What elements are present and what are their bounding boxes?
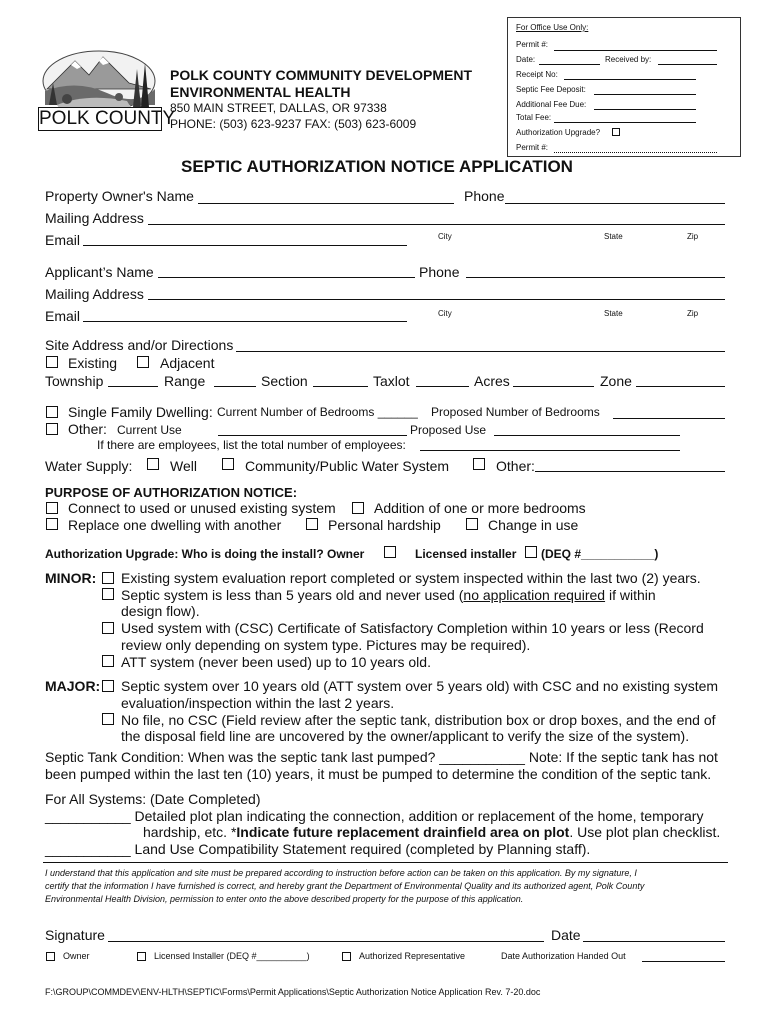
minor-item3-checkbox[interactable]: [102, 622, 114, 634]
office-use-box: [507, 17, 741, 157]
proposed-bedrooms-label: Proposed Number of Bedrooms: [431, 405, 600, 419]
owner-name-field[interactable]: [198, 203, 454, 204]
other-water-checkbox[interactable]: [473, 458, 485, 470]
employees-label: If there are employees, list the total number of employees:: [97, 438, 406, 452]
current-use-label: Current Use: [117, 423, 182, 437]
office-auth-upgrade-label: Authorization Upgrade?: [516, 128, 601, 137]
office-permit2-label: Permit #:: [516, 143, 549, 152]
well-label: Well: [170, 458, 197, 474]
sig-installer-checkbox[interactable]: [137, 952, 146, 961]
other-water-field[interactable]: [535, 471, 725, 472]
acres-field[interactable]: [513, 386, 594, 387]
owner-state-label: State: [604, 232, 623, 241]
applicant-name-label: Applicant’s Name: [45, 264, 154, 280]
tank-condition-line2: been pumped within the last ten (10) years, it must be pumped to determine the condition of the septic tank.: [45, 766, 712, 782]
signature-field[interactable]: [108, 941, 544, 942]
plot-plan-line1: ___________ Detailed plot plan indicating the connection, addition or replacement of the home, temporary: [45, 808, 704, 824]
current-bedrooms-label: Current Number of Bedrooms ______: [217, 405, 418, 419]
owner-phone-label: Phone: [464, 188, 505, 204]
minor-item3: Used system with (CSC) Certificate of Satisfactory Completion within 10 years or less (Record: [121, 620, 704, 636]
replace-label: Replace one dwelling with another: [68, 517, 282, 533]
major-item2: No file, no CSC (Field review after the septic tank, distribution box or drop boxes, and the end of: [121, 712, 716, 728]
hardship-checkbox[interactable]: [306, 518, 318, 530]
dept-name-line2: ENVIRONMENTAL HEALTH: [170, 84, 351, 100]
major-label: MAJOR:: [45, 678, 101, 694]
dept-phone: PHONE: (503) 623-9237 FAX: (503) 623-6009: [170, 117, 417, 131]
proposed-use-label: Proposed Use: [410, 423, 487, 437]
office-permit-label: Permit #:: [516, 40, 549, 49]
applicant-phone-field[interactable]: [466, 277, 725, 278]
township-field[interactable]: [108, 386, 158, 387]
sig-rep-label: Authorized Representative: [359, 951, 466, 961]
sig-owner-label: Owner: [63, 951, 90, 961]
section-divider: [43, 862, 728, 863]
office-receipt-label: Receipt No:: [516, 70, 558, 79]
cert-line2: certify that the information I have furnished is correct, and hereby grant the Department of Environmental Quality and its authorized agent, Polk County: [45, 881, 645, 891]
township-label: Township: [45, 373, 104, 389]
applicant-zip-label: Zip: [687, 309, 699, 318]
owner-email-label: Email: [45, 232, 81, 248]
logo-text: POLK COUNTY: [39, 108, 176, 129]
plot-plan-text-a: hardship, etc. *: [143, 824, 237, 840]
zone-label: Zone: [600, 373, 632, 389]
sig-installer-label: Licensed Installer (DEQ #__________): [154, 951, 310, 961]
other-dwelling-label: Other:: [68, 421, 107, 437]
office-additional-fee-label: Additional Fee Due:: [516, 100, 587, 109]
page-title: SEPTIC AUTHORIZATION NOTICE APPLICATION: [181, 157, 573, 176]
minor-item4: ATT system (never been used) up to 10 years old.: [121, 654, 431, 670]
range-field[interactable]: [214, 386, 256, 387]
connect-checkbox[interactable]: [46, 502, 58, 514]
change-use-checkbox[interactable]: [466, 518, 478, 530]
plot-plan-line2: [143, 824, 720, 840]
owner-city-label: City: [438, 232, 452, 241]
signature-label: Signature: [45, 927, 105, 943]
applicant-phone-label: Phone: [419, 264, 460, 280]
purpose-heading: PURPOSE OF AUTHORIZATION NOTICE:: [45, 485, 298, 500]
employees-field[interactable]: [420, 450, 680, 451]
owner-mailing-label: Mailing Address: [45, 210, 144, 226]
range-label: Range: [164, 373, 206, 389]
office-received-label: Received by:: [605, 55, 652, 64]
other-water-label: Other:: [496, 458, 535, 474]
current-use-field[interactable]: [218, 435, 407, 436]
minor-item2-underlined: no application required: [463, 587, 606, 603]
applicant-state-label: State: [604, 309, 623, 318]
section-field[interactable]: [313, 386, 368, 387]
addition-checkbox[interactable]: [352, 502, 364, 514]
applicant-email-label: Email: [45, 308, 81, 324]
minor-item2-text-a: Septic system is less than 5 years old and never used (: [121, 587, 464, 603]
owner-email-field[interactable]: [83, 245, 407, 246]
applicant-mailing-label: Mailing Address: [45, 286, 144, 302]
upgrade-question: Authorization Upgrade: Who is doing the install? Owner: [45, 547, 365, 561]
major-item2-checkbox[interactable]: [102, 713, 114, 725]
change-use-label: Change in use: [488, 517, 579, 533]
proposed-use-field[interactable]: [494, 435, 680, 436]
office-permit2-field[interactable]: [554, 152, 717, 153]
office-permit-field[interactable]: [554, 50, 717, 51]
minor-item4-checkbox[interactable]: [102, 655, 114, 667]
owner-zip-label: Zip: [687, 232, 699, 241]
site-address-field[interactable]: [236, 351, 725, 352]
replace-checkbox[interactable]: [46, 518, 58, 530]
owner-phone-field[interactable]: [505, 203, 725, 204]
site-address-label: Site Address and/or Directions: [45, 337, 234, 353]
sig-rep-checkbox[interactable]: [342, 952, 351, 961]
signature-date-field[interactable]: [583, 941, 725, 942]
plot-plan-text-c: . Use plot plan checklist.: [569, 824, 721, 840]
minor-item3-cont: review only depending on system type. Pictures may be required).: [121, 637, 531, 653]
owner-mailing-field[interactable]: [148, 224, 725, 225]
dept-name-line1: POLK COUNTY COMMUNITY DEVELOPMENT: [170, 67, 473, 83]
cert-line3: Environmental Health Division, permission to enter onto the above described property for the purpose of this application.: [45, 894, 524, 904]
applicant-name-field[interactable]: [158, 277, 415, 278]
date-handed-out-label: Date Authorization Handed Out: [501, 951, 626, 961]
dept-address: 850 MAIN STREET, DALLAS, OR 97338: [170, 101, 387, 115]
polk-county-logo: [37, 49, 176, 131]
single-family-checkbox[interactable]: [46, 406, 58, 418]
tank-condition-line1: Septic Tank Condition: When was the septic tank last pumped? ___________ Note: If the septic tank has not: [45, 749, 718, 765]
office-septic-fee-field[interactable]: [594, 94, 696, 95]
adjacent-checkbox[interactable]: [137, 356, 149, 368]
owner-name-label: Property Owner's Name: [45, 188, 194, 204]
land-use-line: ___________ Land Use Compatibility Statement required (completed by Planning staff).: [45, 841, 591, 857]
office-receipt-field[interactable]: [564, 79, 696, 80]
acres-label: Acres: [474, 373, 510, 389]
minor-item1-checkbox[interactable]: [102, 572, 114, 584]
upgrade-installer-label: Licensed installer: [415, 547, 517, 561]
all-systems-heading: For All Systems: (Date Completed): [45, 791, 261, 807]
applicant-email-field[interactable]: [83, 321, 407, 322]
minor-item2-cont: design flow).: [121, 603, 200, 619]
signature-date-label: Date: [551, 927, 581, 943]
sig-owner-checkbox[interactable]: [46, 952, 55, 961]
office-additional-fee-field[interactable]: [594, 109, 696, 110]
upgrade-installer-checkbox[interactable]: [525, 546, 537, 558]
file-path-footer: F:\GROUP\COMMDEV\ENV-HLTH\SEPTIC\Forms\Permit Applications\Septic Authorization Notice Application Rev. 7-20.doc: [45, 987, 541, 997]
community-water-checkbox[interactable]: [222, 458, 234, 470]
water-supply-label: Water Supply:: [45, 458, 133, 474]
office-use-title: For Office Use Only:: [516, 23, 589, 32]
other-dwelling-checkbox[interactable]: [46, 423, 58, 435]
community-water-label: Community/Public Water System: [245, 458, 450, 474]
adjacent-label: Adjacent: [160, 355, 215, 371]
addition-label: Addition of one or more bedrooms: [374, 500, 586, 516]
well-checkbox[interactable]: [147, 458, 159, 470]
upgrade-owner-checkbox[interactable]: [384, 546, 396, 558]
minor-item2-checkbox[interactable]: [102, 588, 114, 600]
single-family-label: Single Family Dwelling:: [68, 404, 213, 420]
major-item1-checkbox[interactable]: [102, 680, 114, 692]
minor-item2: [121, 587, 656, 603]
hardship-label: Personal hardship: [328, 517, 441, 533]
major-item1: Septic system over 10 years old (ATT system over 5 years old) with CSC and no existing system: [121, 678, 719, 694]
office-septic-fee-label: Septic Fee Deposit:: [516, 85, 586, 94]
existing-label: Existing: [68, 355, 118, 371]
taxlot-field[interactable]: [416, 386, 469, 387]
major-item2-cont: the disposal field line are uncovered by the owner/applicant to verify the size of the system).: [121, 728, 690, 744]
office-auth-upgrade-checkbox[interactable]: [612, 128, 620, 136]
connect-label: Connect to used or unused existing system: [68, 500, 336, 516]
date-handed-out-field[interactable]: [642, 961, 725, 962]
office-total-fee-label: Total Fee:: [516, 113, 552, 122]
upgrade-deq-label: (DEQ #___________): [541, 547, 659, 561]
existing-checkbox[interactable]: [46, 356, 58, 368]
plot-plan-bold: Indicate future replacement drainfield area on plot: [236, 824, 570, 840]
office-date-label: Date:: [516, 55, 536, 64]
section-label: Section: [261, 373, 308, 389]
taxlot-label: Taxlot: [373, 373, 410, 389]
applicant-city-label: City: [438, 309, 452, 318]
cert-line1: I understand that this application and site must be prepared according to instruction before action can be taken on this application. By my signature, I: [45, 868, 637, 878]
major-item1-cont: evaluation/inspection within the last 2 years.: [121, 695, 395, 711]
applicant-mailing-field[interactable]: [148, 299, 725, 300]
minor-item2-text-b: if within: [605, 587, 656, 603]
minor-label: MINOR:: [45, 570, 97, 586]
office-received-field[interactable]: [658, 64, 717, 65]
zone-field[interactable]: [636, 386, 725, 387]
office-date-field[interactable]: [539, 64, 600, 65]
proposed-bedrooms-field[interactable]: [613, 418, 725, 419]
office-total-fee-field[interactable]: [554, 122, 696, 123]
minor-item1: Existing system evaluation report completed or system inspected within the last two (2) years.: [121, 570, 701, 586]
